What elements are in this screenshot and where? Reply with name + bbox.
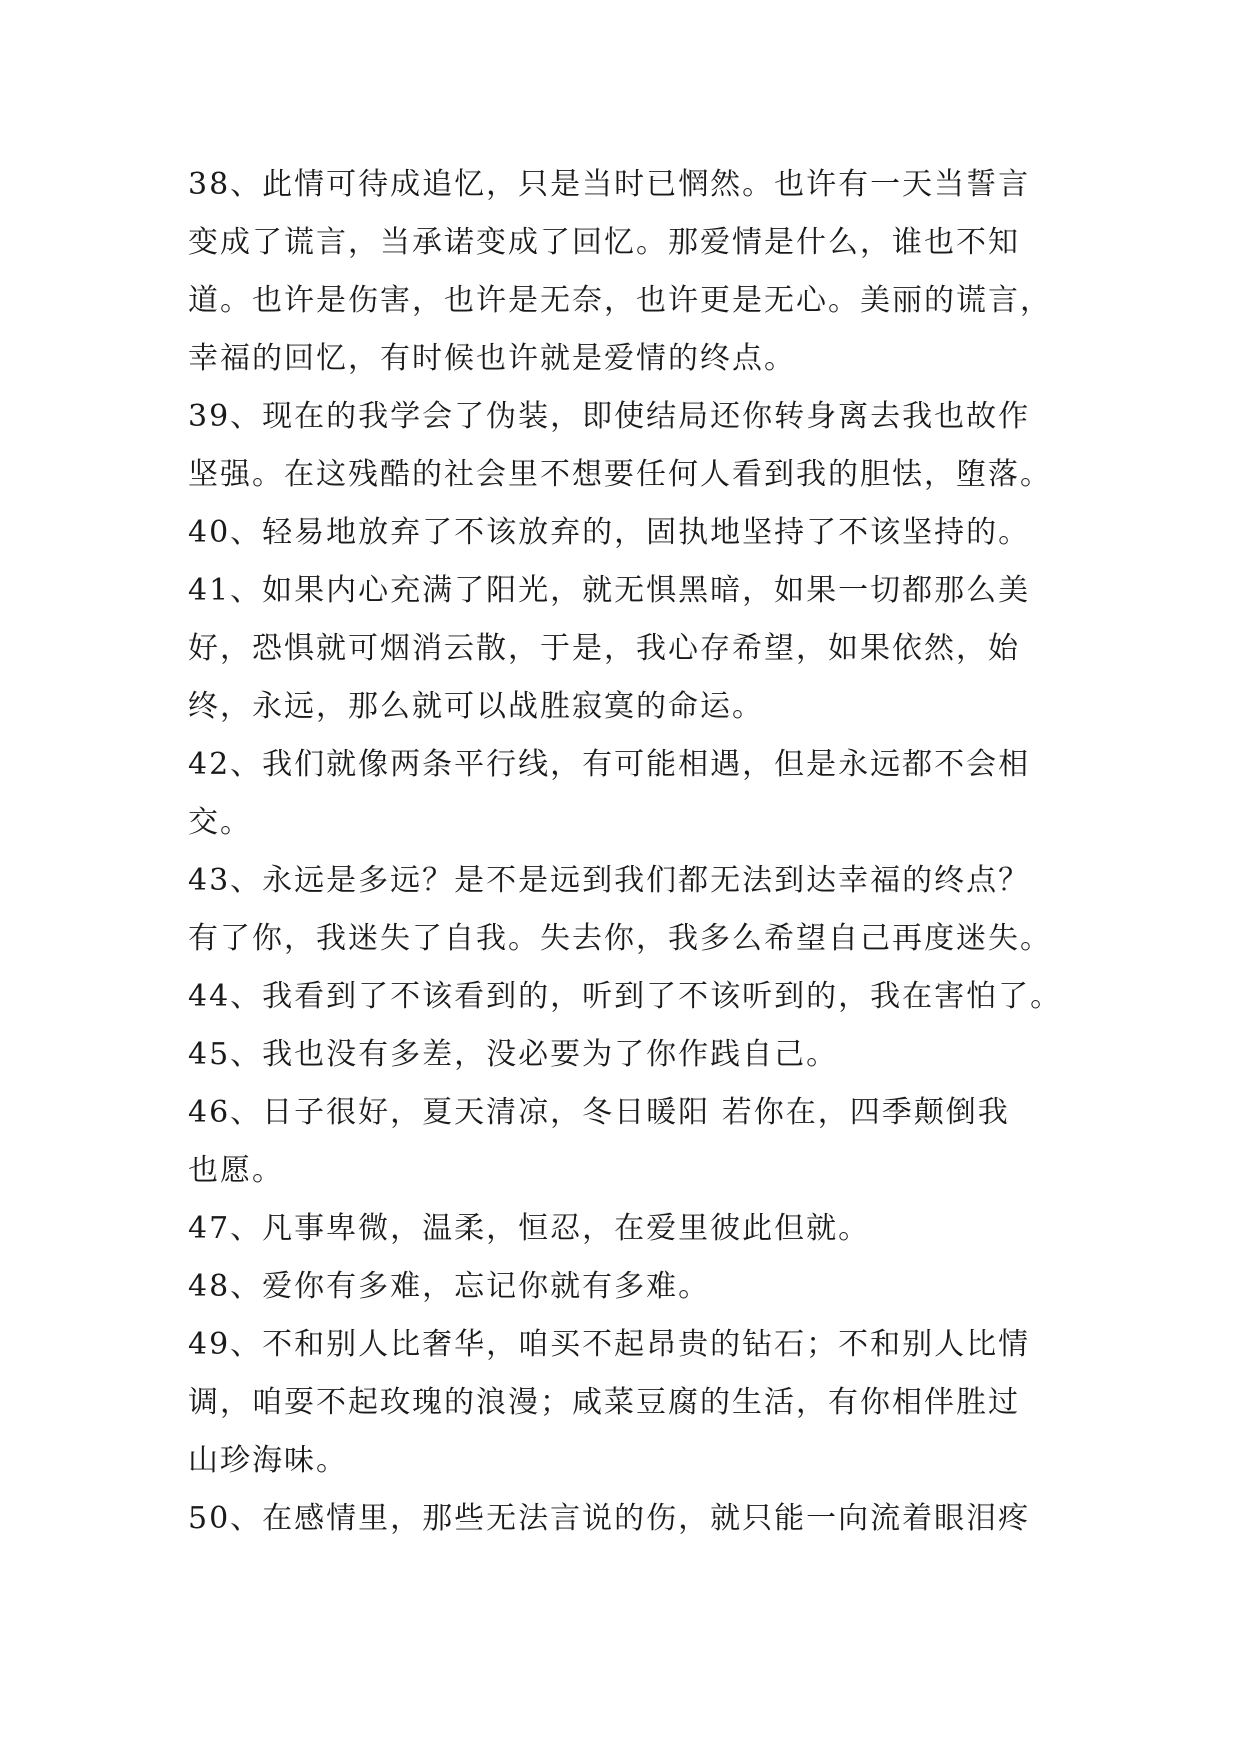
text-line: 46、日子很好，夏天清凉，冬日暖阳 若你在，四季颠倒我 — [188, 1095, 1010, 1130]
text-line: 幸福的回忆，有时候也许就是爱情的终点。 — [188, 341, 796, 376]
text-line: 50、在感情里，那些无法言说的伤，就只能一向流着眼泪疼 — [188, 1501, 1031, 1536]
text-line: 42、我们就像两条平行线，有可能相遇，但是永远都不会相 — [188, 747, 1031, 782]
text-line: 好，恐惧就可烟消云散，于是，我心存希望，如果依然，始 — [188, 631, 1020, 666]
text-line: 调，咱耍不起玫瑰的浪漫；咸菜豆腐的生活，有你相伴胜过 — [188, 1385, 1020, 1420]
text-line: 39、现在的我学会了伪装，即使结局还你转身离去我也故作 — [188, 399, 1031, 434]
text-line: 40、轻易地放弃了不该放弃的，固执地坚持了不该坚持的。 — [188, 515, 1031, 550]
text-line: 坚强。在这残酷的社会里不想要任何人看到我的胆怯，堕落。 — [188, 457, 1052, 492]
text-line: 45、我也没有多差，没必要为了你作践自己。 — [188, 1037, 839, 1072]
document-body — [188, 156, 1068, 1548]
text-line: 变成了谎言，当承诺变成了回忆。那爱情是什么，谁也不知 — [188, 225, 1020, 260]
text-line: 48、爱你有多难，忘记你就有多难。 — [188, 1269, 711, 1304]
text-line: 47、凡事卑微，温柔，恒忍，在爱里彼此但就。 — [188, 1211, 871, 1246]
text-line: 43、永远是多远？是不是远到我们都无法到达幸福的终点？ — [188, 863, 1031, 898]
text-line: 山珍海味。 — [188, 1443, 348, 1478]
text-line: 49、不和别人比奢华，咱买不起昂贵的钻石；不和别人比情 — [188, 1327, 1031, 1362]
text-line: 终，永远，那么就可以战胜寂寞的命运。 — [188, 689, 764, 724]
text-line: 41、如果内心充满了阳光，就无惧黑暗，如果一切都那么美 — [188, 573, 1031, 608]
text-line: 有了你，我迷失了自我。失去你，我多么希望自己再度迷失。 — [188, 921, 1052, 956]
text-line: 44、我看到了不该看到的，听到了不该听到的，我在害怕了。 — [188, 979, 1063, 1014]
text-line: 38、此情可待成追忆，只是当时已惘然。也许有一天当誓言 — [188, 167, 1031, 202]
text-line: 也愿。 — [188, 1153, 284, 1188]
text-line: 道。也许是伤害，也许是无奈，也许更是无心。美丽的谎言， — [188, 283, 1052, 318]
text-line: 交。 — [188, 805, 252, 840]
